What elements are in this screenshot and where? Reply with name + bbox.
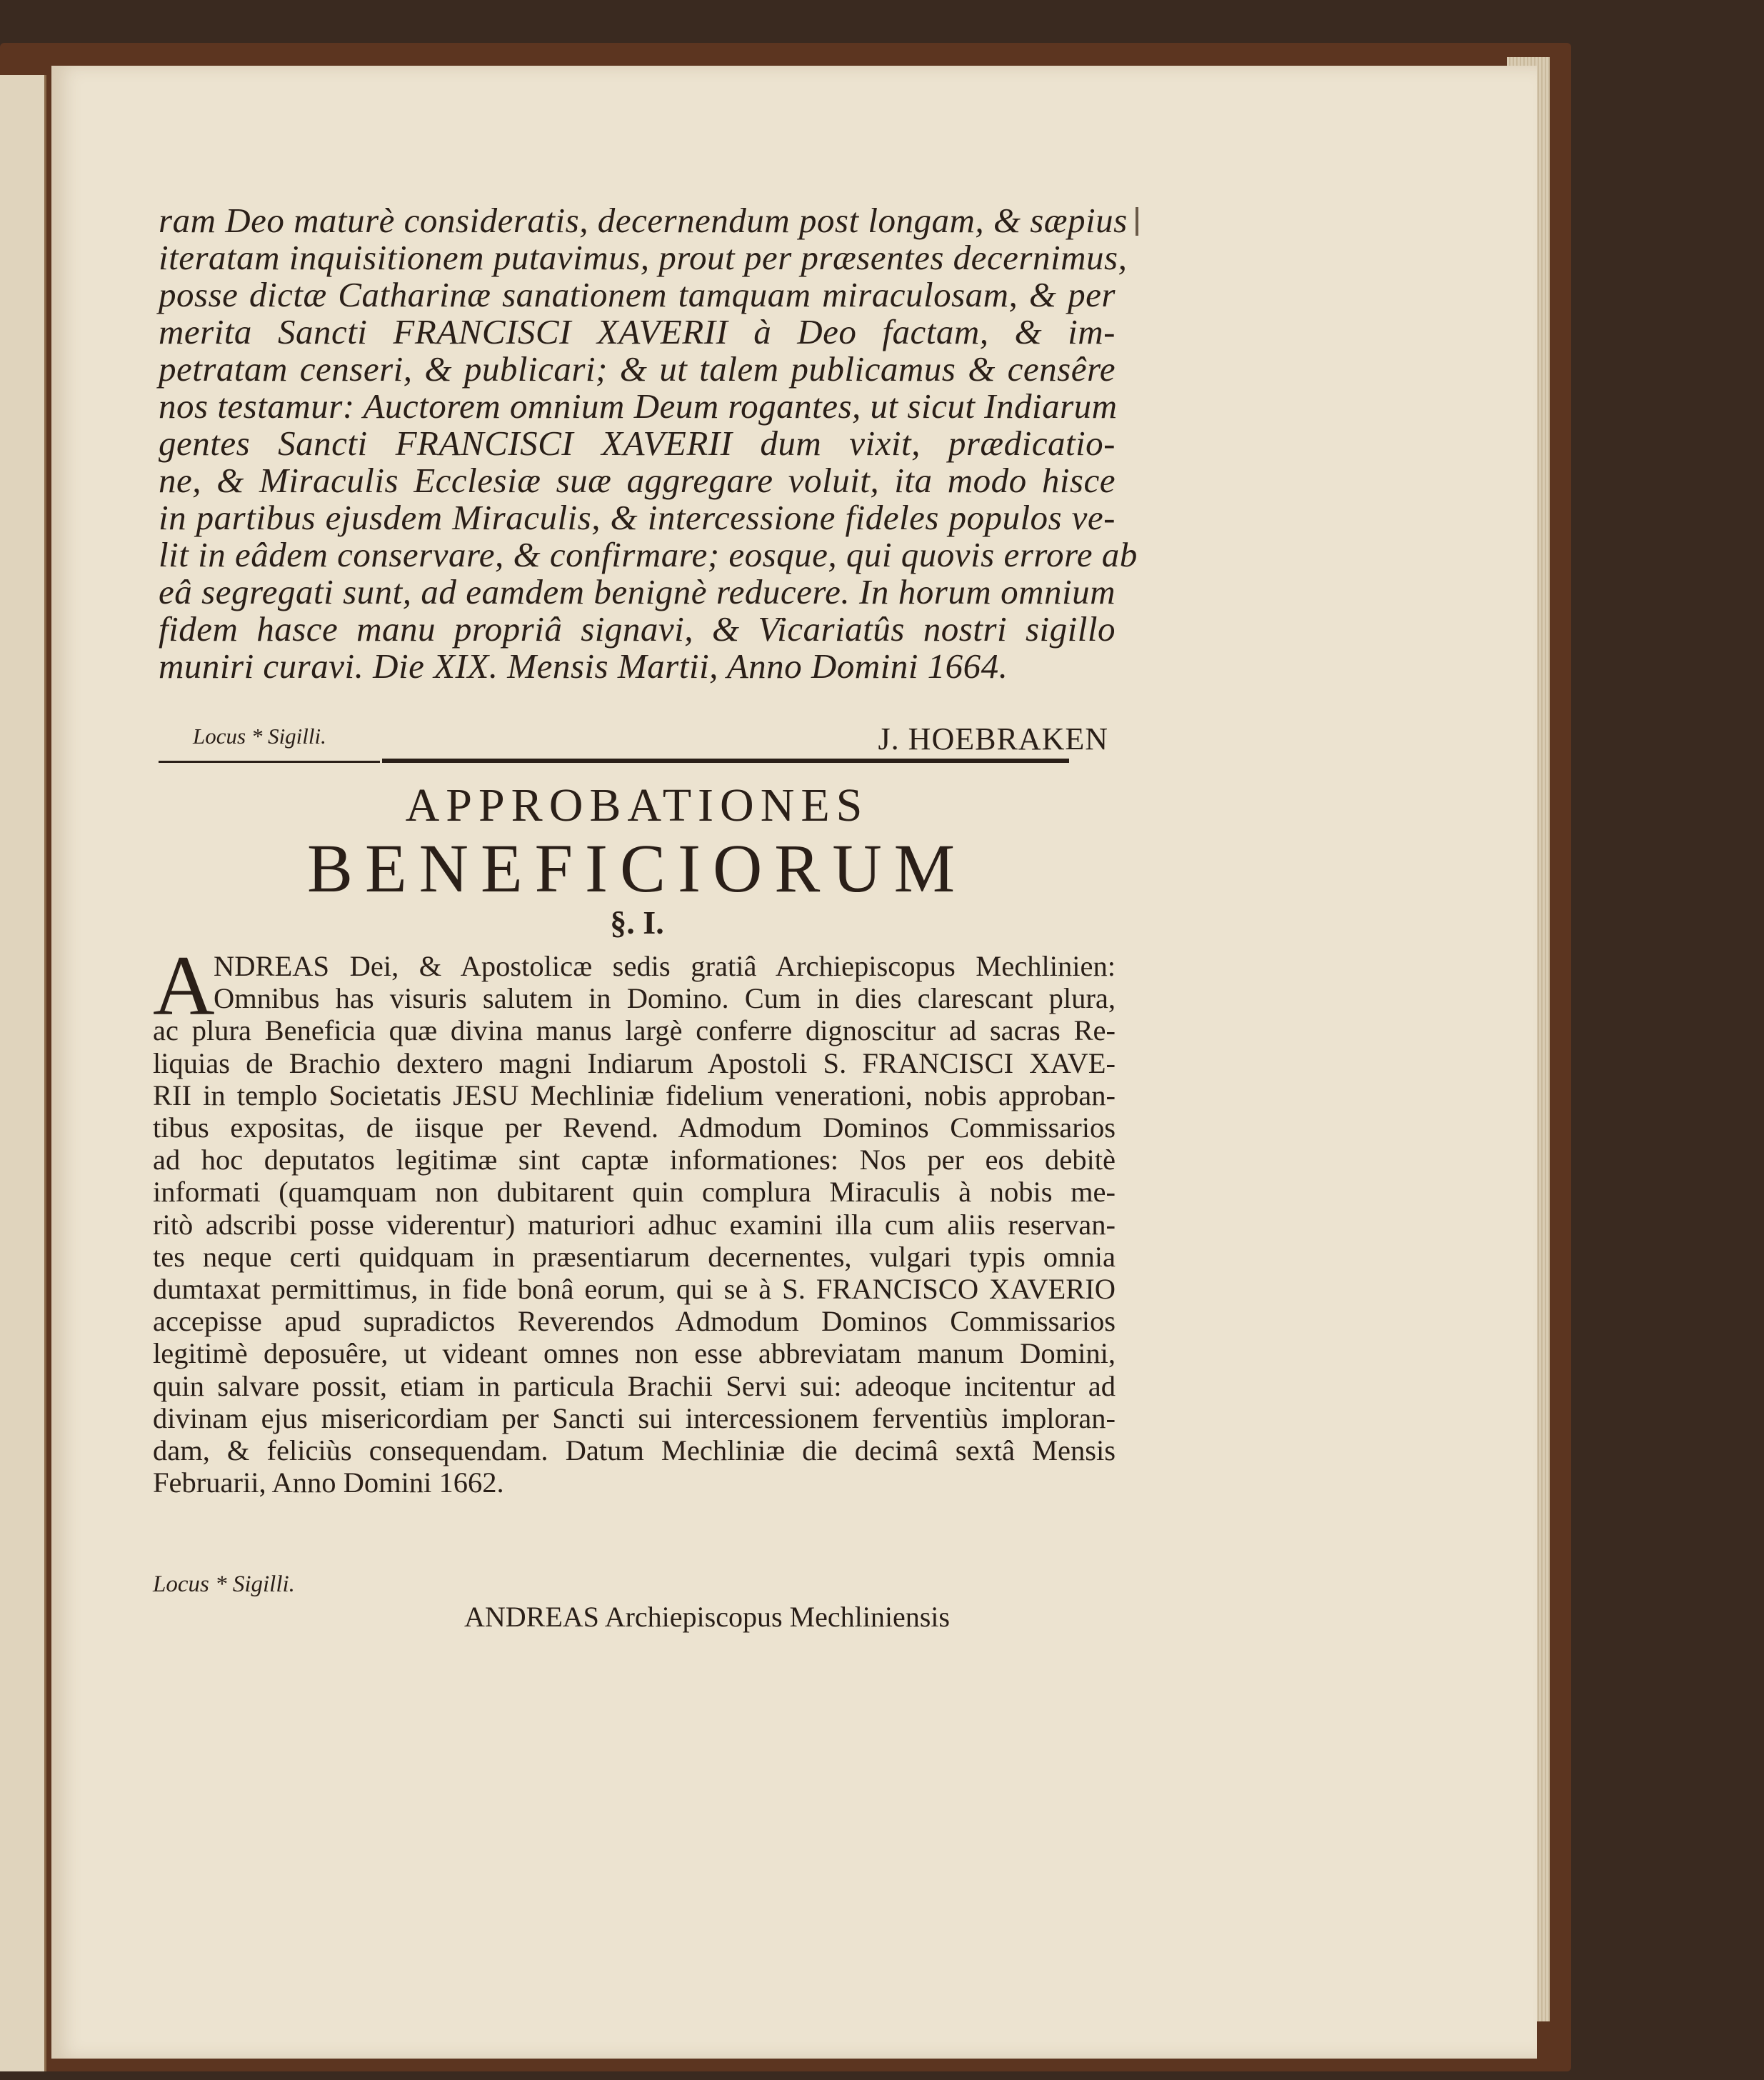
text-line: tes neque certi quidquam in præsentiarum decernentes, vulgari typis omnia	[153, 1240, 1116, 1273]
divider-rule-thick	[382, 759, 1069, 763]
text-line: ad hoc deputatos legitimæ sint captæ informationes: Nos per eos debitè	[153, 1144, 1116, 1176]
text-line: gentes Sancti FRANCISCI XAVERII dum vixit, prædicatio-	[159, 424, 1116, 463]
text-line: Februarii, Anno Domini 1662.	[153, 1466, 504, 1499]
text-line: informati (quamquam non dubitarent quin complura Miraculis à nobis me-	[153, 1176, 1116, 1209]
text-line: ram Deo maturè consideratis, decernendum post longam, & sæpius	[159, 201, 1128, 240]
section-number: §. I.	[610, 904, 664, 941]
text-line: nos testamur: Auctorem omnium Deum rogantes, ut sicut Indiarum	[159, 386, 1118, 426]
text-line: dumtaxat permittimus, in fide bonâ eorum, qui se à S. FRANCISCO XAVERIO	[153, 1273, 1116, 1306]
previous-page-edge	[0, 75, 46, 2071]
continuation-text	[159, 201, 1138, 686]
text-line: in partibus ejusdem Miraculis, & intercessione fideles populos ve-	[159, 498, 1116, 537]
text-line: ac plura Beneficia quæ divina manus largè conferre dignoscitur ad sacras Re-	[153, 1014, 1116, 1047]
text-line: muniri curavi. Die XIX. Mensis Martii, Anno Domini 1664.	[159, 646, 1008, 686]
text-line: merita Sancti FRANCISCI XAVERII à Deo factam, & im-	[159, 312, 1116, 351]
text-line: dam, & feliciùs consequendam. Datum Mechliniæ die decimâ sextâ Mensis	[153, 1434, 1116, 1467]
text-line: tibus expositas, de iisque per Revend. Admodum Dominos Commissarios	[153, 1111, 1116, 1144]
text-line: lit in eâdem conservare, & confirmare; eosque, qui quovis errore ab	[159, 535, 1138, 574]
text-line: quin salvare possit, etiam in particula Brachii Servi sui: adeoque incitentur ad	[153, 1369, 1116, 1402]
seal-location-label: Locus * Sigilli.	[153, 1571, 295, 1597]
decree-text	[153, 950, 1116, 1499]
archbishop-signature: ANDREAS Archiepiscopus Mechliniensis	[464, 1601, 950, 1633]
text-line: NDREAS Dei, & Apostolicæ sedis gratiâ Archiepiscopus Mechlinien:	[214, 950, 1116, 982]
text-line: posse dictæ Catharinæ sanationem tamquam miraculosam, & per	[159, 275, 1116, 314]
section-heading-approbationes: APPROBATIONES	[405, 779, 869, 831]
margin-mark	[1136, 207, 1138, 236]
signatory-name: J. HOEBRAKEN	[878, 721, 1108, 756]
text-line: ne, & Miraculis Ecclesiæ suæ aggregare voluit, ita modo hisce	[159, 461, 1116, 500]
text-line: fidem hasce manu propriâ signavi, & Vicariatûs nostri sigillo	[159, 609, 1116, 649]
signature-row	[159, 718, 1116, 761]
text-line: iteratam inquisitionem putavimus, prout per præsentes decernimus,	[159, 238, 1128, 277]
text-line: eâ segregati sunt, ad eamdem benignè reducere. In horum omnium	[159, 572, 1116, 611]
text-line: petratam censeri, & publicari; & ut talem publicamus & censêre	[159, 349, 1116, 389]
divider-rule-thin	[159, 761, 380, 763]
text-line: liquias de Brachio dextero magni Indiarum Apostoli S. FRANCISCI XAVE-	[153, 1046, 1116, 1079]
seal-location-label: Locus * Sigilli.	[193, 724, 326, 749]
text-line: RII in templo Societatis JESU Mechliniæ fidelium venerationi, nobis approban-	[153, 1079, 1116, 1111]
text-line: accepisse apud supradictos Reverendos Admodum Dominos Commissarios	[153, 1305, 1116, 1338]
drop-cap: A	[153, 938, 215, 1033]
section-heading-beneficiorum: BENEFICIORUM	[306, 830, 968, 906]
text-line: divinam ejus misericordiam per Sancti sui intercessionem ferventiùs imploran-	[153, 1401, 1116, 1434]
text-line: legitimè deposuêre, ut videant omnes non esse abbreviatam manum Domini,	[153, 1337, 1116, 1370]
text-line: Omnibus has visuris salutem in Domino. Cum in dies clarescant plura,	[214, 982, 1116, 1015]
text-line: ritò adscribi posse viderentur) maturiori adhuc examini illa cum aliis reservan-	[153, 1208, 1116, 1241]
